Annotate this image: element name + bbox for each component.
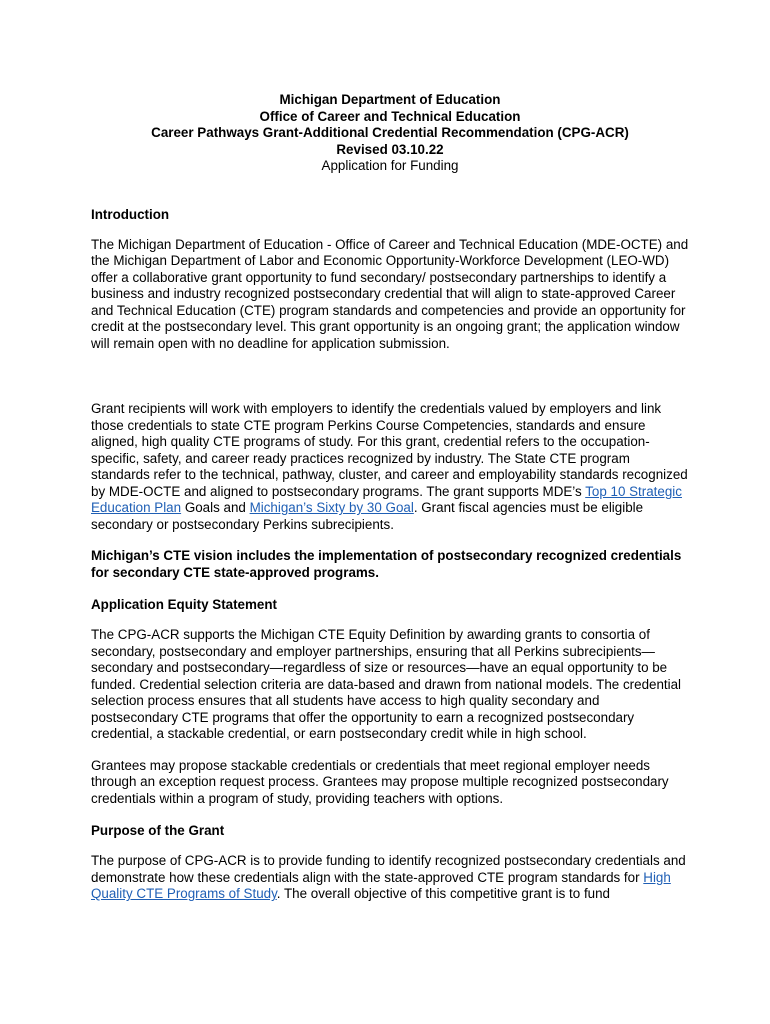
document-page bbox=[91, 92, 689, 903]
purpose-heading: Purpose of the Grant bbox=[91, 823, 225, 838]
introduction-paragraph-1: The Michigan Department of Education - Office of Career and Technical Education (MDE-OCTE) and the Michigan Department of Labor and Economic Opportunity-Workforce Development (LEO-WD) offer a collaborative grant opportunity to fund secondary/ postsecondary partnerships to identify a business and industry recognized postsecondary credential that will align to state-approved Career and Technical Education (CTE) program standards and competencies and provide an opportunity for credit at the postsecondary level. This grant opportunity is an ongoing grant; the application window will remain open with no deadline for application submission. bbox=[91, 236, 689, 351]
header-department: Michigan Department of Education bbox=[279, 92, 501, 107]
intro-text-c: . Grant fiscal agencies must be eligible secondary or postsecondary Perkins subrecipients. bbox=[91, 500, 644, 532]
header-grant-title: Career Pathways Grant-Additional Credential Recommendation (CPG-ACR) bbox=[151, 125, 629, 140]
introduction-paragraph-2 bbox=[91, 401, 689, 533]
document-header bbox=[91, 92, 689, 175]
intro-text-a: Grant recipients will work with employers to identify the credentials valued by employers and link those credentials to state CTE program Perkins Course Competencies, standards and ensure aligned, high quality CTE programs of study. For this grant, credential refers to the occupation-specific, safety, and career ready practices recognized by industry. The State CTE program standards refer to the technical, pathway, cluster, and career and employability standards recognized by MDE-OCTE and aligned to postsecondary programs. The grant supports MDE’s bbox=[91, 401, 688, 499]
purpose-text-a: The purpose of CPG-ACR is to provide funding to identify recognized postsecondary credentials and demonstrate how these credentials align with the state-approved CTE program standards for bbox=[91, 853, 686, 885]
equity-paragraph-1: The CPG-ACR supports the Michigan CTE Equity Definition by awarding grants to consortia of secondary, postsecondary and employer partnerships, ensuring that all Perkins subrecipients—secondary and postsecondary—regardless of size or resources—have an equal opportunity to be funded. Credential selection criteria are data-based and drawn from national models. The credential selection process ensures that all students have access to high quality secondary and postsecondary CTE programs that offer the opportunity to earn a recognized postsecondary credential, a stackable credential, or earn postsecondary credit while in high school. bbox=[91, 627, 682, 741]
equity-paragraph-2: Grantees may propose stackable credentials or credentials that meet regional employer needs through an exception request process. Grantees may propose multiple recognized postsecondary credentials within a program of study, providing teachers with options. bbox=[91, 757, 669, 806]
cte-programs-link[interactable]: High Quality CTE Programs of Study bbox=[91, 869, 671, 901]
equity-heading: Application Equity Statement bbox=[91, 597, 277, 612]
sixty-by-30-link[interactable]: Michigan’s Sixty by 30 Goal bbox=[249, 500, 414, 515]
purpose-text-b: . The overall objective of this competitive grant is to fund bbox=[276, 886, 611, 901]
intro-text-b: Goals and bbox=[181, 500, 250, 515]
strategic-plan-link[interactable]: Top 10 Strategic Education Plan bbox=[91, 483, 682, 515]
introduction-heading: Introduction bbox=[91, 206, 170, 222]
header-revised: Revised 03.10.22 bbox=[336, 141, 444, 157]
purpose-paragraph bbox=[91, 853, 689, 903]
header-subtitle: Application for Funding bbox=[321, 158, 459, 173]
header-office: Office of Career and Technical Education bbox=[259, 108, 521, 124]
cte-vision-statement: Michigan’s CTE vision includes the implementation of postsecondary recognized credentials for secondary CTE state-approved programs. bbox=[91, 548, 682, 580]
